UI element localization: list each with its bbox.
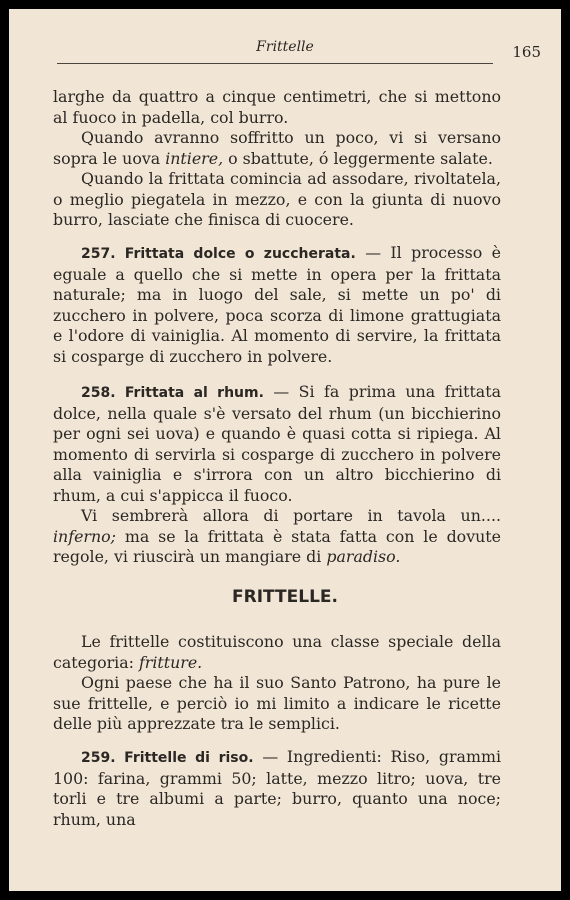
recipe-258 [53,382,501,568]
emphasis-inferno: inferno; [53,526,116,546]
paragraph-continuation: larghe da quattro a cinque centimetri, che si mettono al fuoco in padella, col burro. [53,87,501,127]
recipe-257-heading: 257. Frittata dolce o zuccherata. [81,246,356,262]
paragraph-inferno: Vi sembrerà allora di portare in tavola un.... inferno; ma se la frittata è stata fatta con le dovute regole, vi riuscirà un mangiare di paradiso. [53,506,501,566]
emphasis-paradiso: paradiso. [326,547,401,566]
recipe-259 [53,747,501,830]
running-head [9,39,561,69]
emphasis-intiere: intiere, [165,148,224,168]
section-title: FRITTELLE. [232,587,338,607]
book-page [9,9,561,891]
recipe-258-text: — Si fa prima una frittata dolce, nella quale s'è versato del rhum (un bicchierino per ogni sei uova) e quando è quasi cotta si ripiega. Al momento di servirla si cosparge di zucchero in polvere alla vainiglia e s'irrora con un altro bicchierino di rhum, a cui s'appicca il fuoco. [53,382,501,505]
recipe-259-text: — Ingredienti: Riso, grammi 100: farina, grammi 50; latte, mezzo litro; uova, tre torli e tre albumi a parte; burro, quanto una noce; rhum, una [53,747,501,829]
paragraph-eggs: Quando avranno soffritto un poco, vi si versano sopra le uova intiere, o sbattute, ó leggermente salate. [53,128,501,168]
recipe-259-heading: 259. Frittelle di riso. [81,750,254,766]
emphasis-fritture: fritture. [138,652,203,672]
recipe-257-text: — Il processo è eguale a quello che si mette in opera per la frittata naturale; ma in luogo del sale, si mette un po' di zucchero in polvere, poca scorza di limone grattugiata e l'odore di vainiglia. Al momento di servire, la frittata si cosparge di zucchero in polvere. [53,243,501,366]
paragraph-fold: Quando la frittata comincia ad assodare, rivoltatela, o meglio piegatela in mezzo, e con la giunta di nuovo burro, lasciate che finisca di cuocere. [53,169,501,229]
top-block [53,87,501,231]
frittelle-intro [53,632,501,735]
recipe-257 [53,243,501,367]
recipe-258-heading: 258. Frittata al rhum. [81,385,264,401]
paragraph-category: Le frittelle costituiscono una classe speciale della categoria: fritture. [53,632,501,672]
header-rule [57,63,493,64]
page-number: 165 [512,43,541,61]
paragraph-patrono: Ogni paese che ha il suo Santo Patrono, ha pure le sue frittelle, e perciò io mi limito a indicare le ricette delle più apprezzate tra le semplici. [53,673,501,733]
running-title: Frittelle [256,39,314,55]
